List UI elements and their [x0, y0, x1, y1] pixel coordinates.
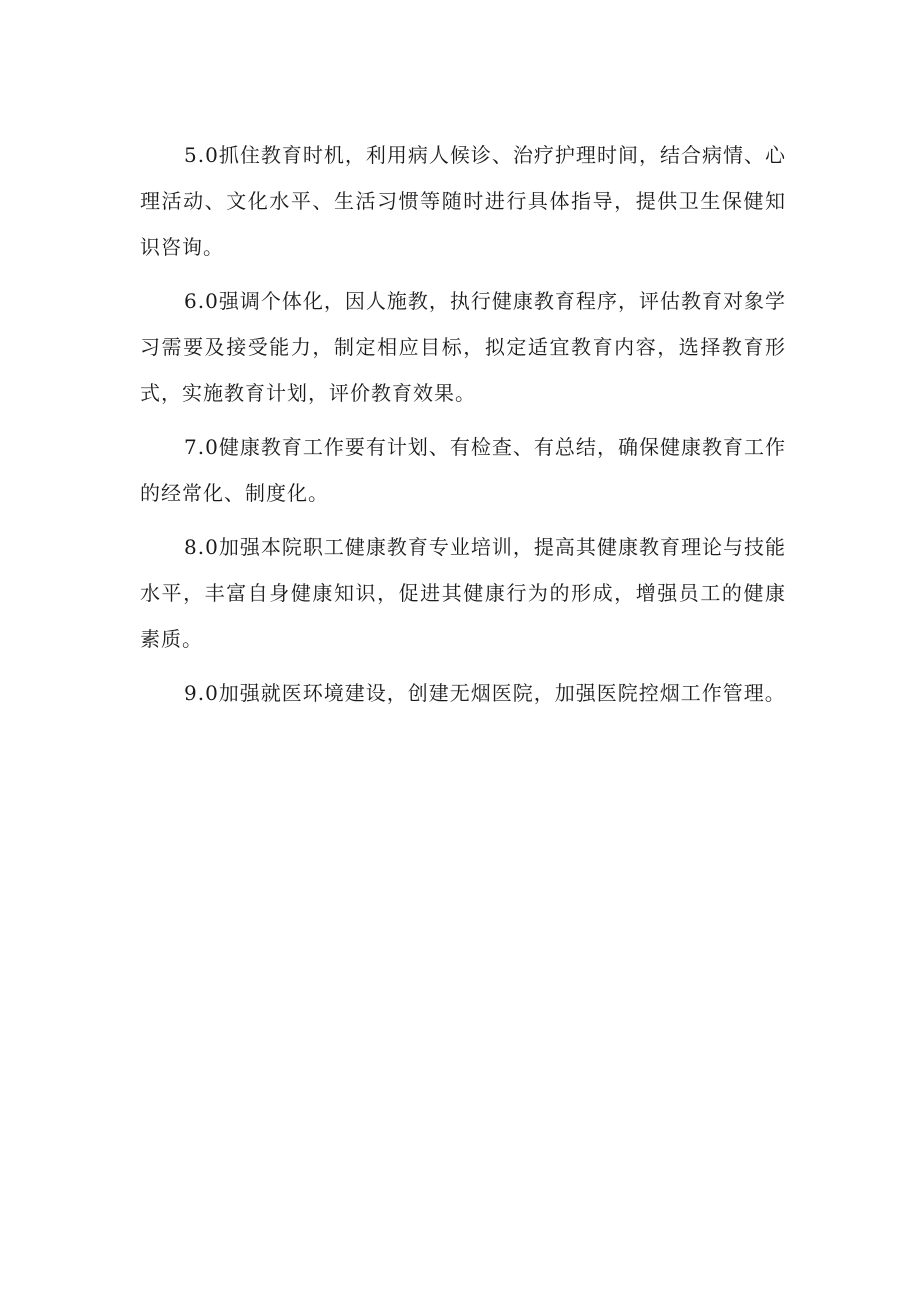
paragraph-6: 6.0强调个体化，因人施教，执行健康教育程序，评估教育对象学习需要及接受能力，制定相应目标，拟定适宜教育内容，选择教育形式，实施教育计划，评价教育效果。	[140, 289, 786, 405]
document-body	[140, 132, 786, 724]
paragraph-8: 8.0加强本院职工健康教育专业培训，提高其健康教育理论与技能水平，丰富自身健康知识，促进其健康行为的形成，增强员工的健康素质。	[140, 535, 786, 651]
paragraph-7: 7.0健康教育工作要有计划、有检查、有总结，确保健康教育工作的经常化、制度化。	[140, 435, 786, 505]
paragraph-9: 9.0加强就医环境建设，创建无烟医院，加强医院控烟工作管理。	[184, 681, 786, 705]
paragraph-5: 5.0抓住教育时机，利用病人候诊、治疗护理时间，结合病情、心理活动、文化水平、生活习惯等随时进行具体指导，提供卫生保健知识咨询。	[140, 143, 786, 259]
